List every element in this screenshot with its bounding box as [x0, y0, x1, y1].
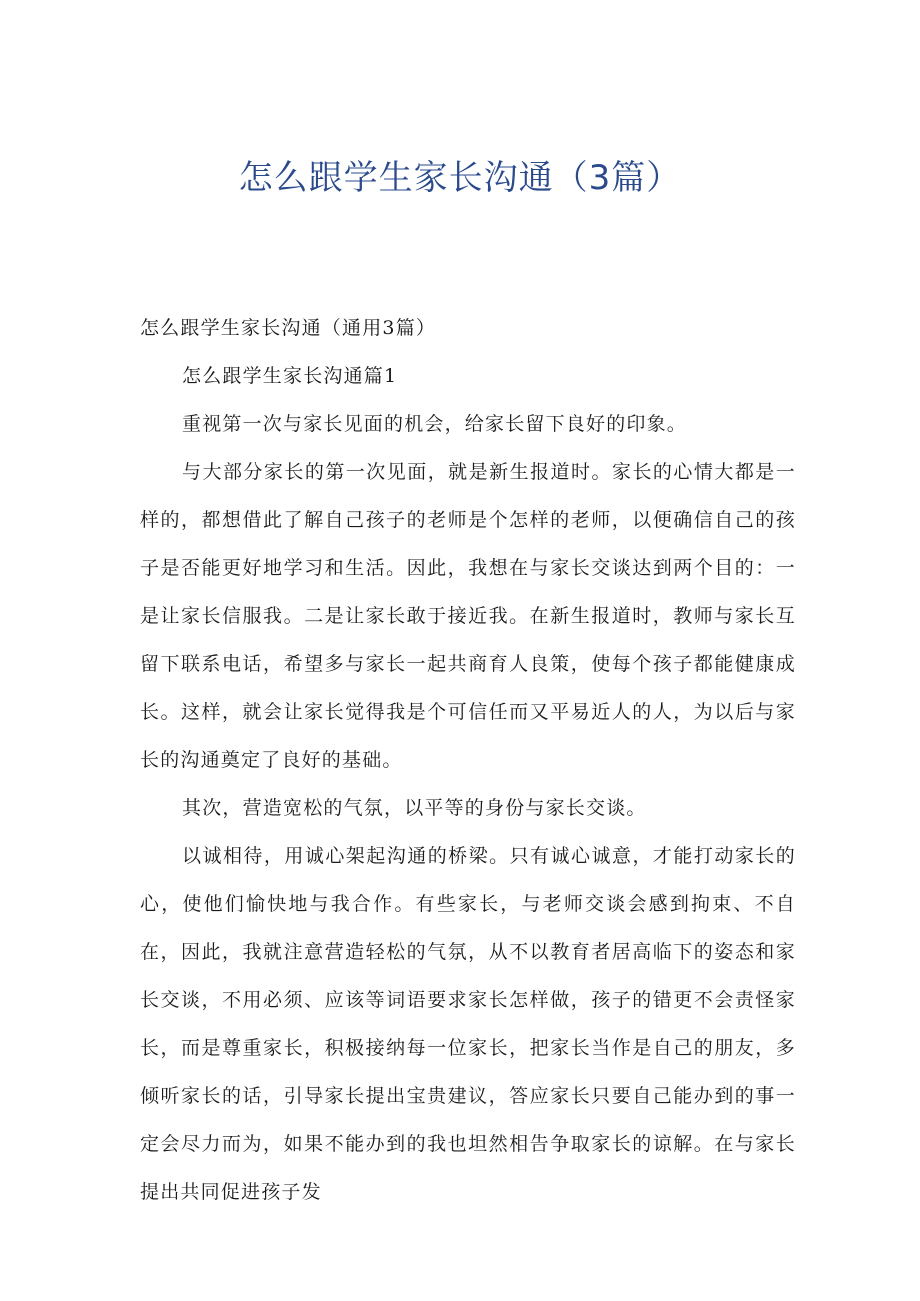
body-paragraph: 与大部分家长的第一次见面，就是新生报道时。家长的心情大都是一样的，都想借此了解自己孩子的老师是个怎样的老师，以便确信自己的孩子是否能更好地学习和生活。因此，我想在与家长交谈达到两个目的：一是让家长信服我。二是让家长敢于接近我。在新生报道时，教师与家长互留下联系电话，希望多与家长一起共商育人良策，使每个孩子都能健康成长。这样，就会让家长觉得我是个可信任而又平易近人的人，为以后与家长的沟通奠定了良好的基础。	[140, 461, 796, 771]
document-body	[140, 304, 796, 1216]
document-title: 怎么跟学生家长沟通（3篇）	[238, 158, 682, 198]
subtitle-paragraph: 怎么跟学生家长沟通（通用3篇）	[140, 317, 437, 339]
body-paragraph: 重视第一次与家长见面的机会，给家长留下良好的印象。	[182, 413, 688, 435]
body-paragraph: 以诚相待，用诚心架起沟通的桥梁。只有诚心诚意，才能打动家长的心，使他们愉快地与我合作。有些家长，与老师交谈会感到拘束、不自在，因此，我就注意营造轻松的气氛，从不以教育者居高临下的姿态和家长交谈，不用必须、应该等词语要求家长怎样做，孩子的错更不会责怪家长，而是尊重家长，积极接纳每一位家长，把家长当作是自己的朋友，多倾听家长的话，引导家长提出宝贵建议，答应家长只要自己能办到的事一定会尽力而为，如果不能办到的我也坦然相告争取家长的谅解。在与家长提出共同促进孩子发	[140, 845, 796, 1203]
body-paragraph: 其次，营造宽松的气氛，以平等的身份与家长交谈。	[182, 797, 647, 819]
section-heading: 怎么跟学生家长沟通篇1	[182, 365, 398, 387]
